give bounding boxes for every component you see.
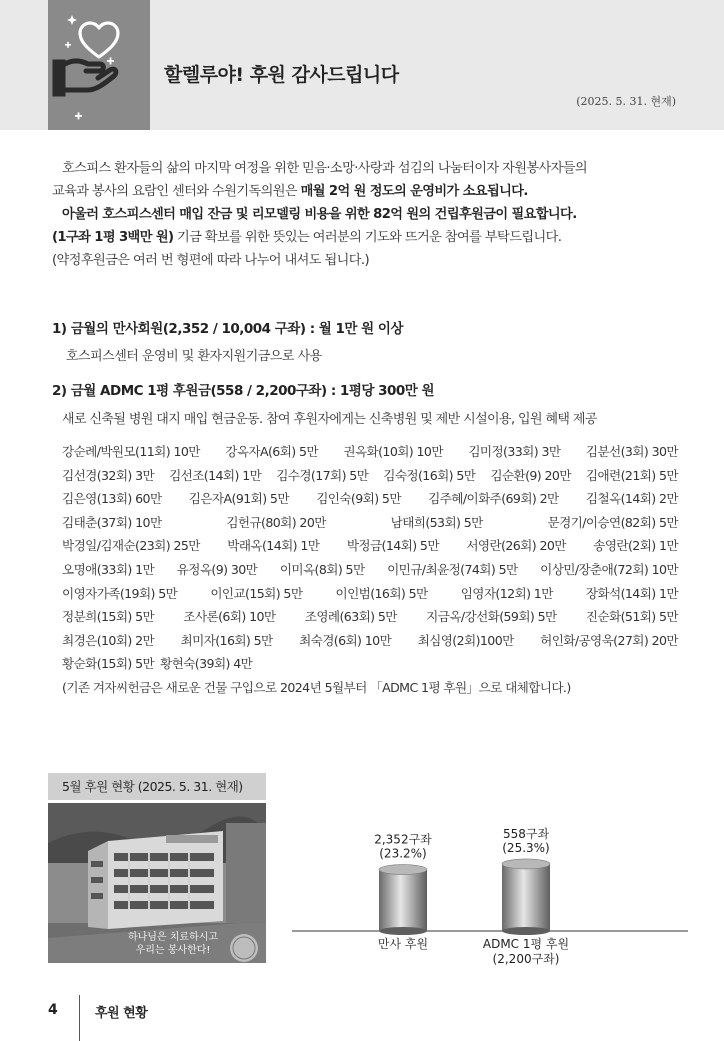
donor-entry: 박래옥(14회) 1만 [227, 538, 320, 554]
donor-entry: 허인화/공영욱(27회) 20만 [540, 632, 678, 648]
donor-entry: 김미정(33회) 3만 [468, 444, 561, 459]
chart-value-label: 558구좌 [502, 826, 550, 841]
donor-entry: 이상민/장춘애(72회) 10만 [540, 561, 678, 577]
chart-bar-base [379, 927, 427, 935]
donor-entry: 이인범(16회) 5만 [335, 585, 428, 601]
page-title: 할렐루야! 후원 감사드립니다 [164, 64, 399, 86]
section1-description: 호스피스센터 운영비 및 환자지원기금으로 사용 [66, 349, 322, 364]
donor-entry: 문경기/이승연(82회) 5만 [547, 514, 678, 530]
donor-entry: 강순례/박원모(11회) 10만 [62, 444, 200, 459]
donor-entry: 진순화(51회) 5만 [585, 609, 678, 625]
chart-category-label: 만사 후원 [377, 937, 429, 951]
intro-emphasis: 매월 2억 원 정도의 운영비가 소요됩니다. [300, 184, 528, 199]
donor-entry: 김인숙(9회) 5만 [316, 491, 401, 507]
donor-line [62, 534, 678, 558]
intro-line: (약정후원금은 여러 번 형편에 따라 나누어 내셔도 됩니다.) [52, 253, 370, 268]
donor-entry: 이미옥(8회) 5만 [279, 561, 365, 577]
photo-banner [118, 931, 228, 957]
donor-entry: 유정옥(9) 30만 [176, 561, 258, 577]
donor-entry: 김수경(17회) 5만 [276, 467, 369, 483]
donor-entry: 김숙정(16회) 5만 [383, 467, 476, 483]
donor-entry: 박정금(14회) 5만 [346, 538, 439, 554]
footer-section-label: 후원 현황 [95, 1006, 148, 1021]
donor-entry: 김은영(13회) 60만 [62, 491, 162, 507]
donor-list [62, 440, 678, 700]
donor-line [62, 464, 678, 488]
banner-line: 하나님은 치료하시고 [127, 932, 219, 943]
donor-entry: 김선경(32회) 3만 [62, 467, 155, 483]
donor-entry: 황현숙(39회) 4만 [160, 656, 253, 672]
donor-note: (기존 겨자씨헌금은 새로운 건물 구입으로 2024년 5월부터 「ADMC 1평 후원」으로 대체합니다.) [62, 679, 571, 695]
donor-entry: 이민규/최윤정(74회) 5만 [387, 561, 518, 577]
intro-text: 기금 확보를 위한 뜻있는 여러분의 기도와 뜨거운 참여를 부탁드립니다. [173, 230, 562, 245]
section2-title: 2) 금월 ADMC 1평 후원금(558 / 2,200구좌) : 1평당 300만 원 [52, 383, 435, 399]
header-icon-box [48, 0, 150, 130]
donor-entry: 장화석(14회) 1만 [585, 585, 678, 601]
section2-description: 새로 신축될 병원 대지 매입 현금운동. 참여 후원자에게는 신축병원 및 제반 시설이용, 입원 혜택 제공 [62, 412, 597, 427]
chart-bar [379, 870, 427, 931]
intro-paragraph [52, 157, 682, 272]
footer-divider [79, 995, 80, 1041]
page-number: 4 [48, 1002, 58, 1018]
donor-entry: 황순화(15회) 5만 [62, 656, 155, 672]
donor-entry: 최미자(16회) 5만 [180, 632, 273, 648]
donor-entry: 김순환(9) 20만 [490, 467, 571, 483]
donor-entry: 이영자가족(19회) 5만 [62, 585, 178, 601]
banner-line: 우리는 봉사한다! [135, 945, 211, 956]
donor-line [62, 440, 678, 464]
donor-entry: 서영란(26회) 20만 [466, 538, 566, 554]
chart-bar-top [379, 865, 427, 875]
chart-category-sublabel: (2,200구좌) [492, 952, 560, 966]
donor-entry: 권옥화(10회) 10만 [343, 444, 443, 459]
donor-line [62, 582, 678, 606]
donor-entry: 박경일/김재순(23회) 25만 [62, 538, 200, 554]
donor-entry: 조사론(6회) 10만 [183, 609, 276, 625]
donor-entry: 최심영(2회)100만 [417, 632, 514, 648]
donor-entry: 오명애(33회) 1만 [62, 561, 155, 577]
report-date: (2025. 5. 31. 현재) [576, 95, 676, 108]
donor-line [62, 558, 678, 582]
donor-entry: 송영란(2회) 1만 [593, 538, 678, 554]
intro-line [52, 226, 682, 249]
page-header [0, 0, 724, 130]
heart-hand-icon [48, 0, 150, 130]
donor-entry: 김분선(3회) 30만 [585, 444, 678, 459]
donor-line [62, 487, 678, 511]
donor-entry: 강옥자A(6회) 5만 [225, 444, 318, 459]
chart-bar [502, 864, 550, 931]
donor-entry: 남태희(53회) 5만 [390, 514, 483, 530]
donor-entry: 김헌규(80회) 20만 [226, 514, 326, 530]
photo-caption: 5월 후원 현황 (2025. 5. 31. 현재) [48, 773, 266, 800]
donor-entry: 정분희(15회) 5만 [62, 609, 155, 625]
intro-line: 아울러 호스피스센터 매입 잔금 및 리모델링 비용을 위한 82억 원의 건립후원금이 필요합니다. [62, 207, 577, 222]
donor-line [62, 511, 678, 535]
chart-category-label: ADMC 1평 후원 [482, 937, 570, 951]
donor-entry: 이인교(15회) 5만 [210, 585, 303, 601]
donor-entry: 최숙경(6회) 10만 [299, 632, 392, 648]
intro-text: 교육과 봉사의 요람인 센터와 수원기독의원은 [52, 184, 301, 199]
donor-entry: 김은자A(91회) 5만 [188, 491, 289, 507]
donor-entry: 임영자(12회) 1만 [460, 585, 553, 601]
donation-bar-chart [290, 800, 690, 980]
donor-entry: 김태춘(37회) 10만 [62, 514, 162, 530]
chart-value-label: 2,352구좌 [374, 832, 432, 847]
donor-line [62, 605, 678, 629]
chart-bar-top [502, 859, 550, 869]
intro-line: 호스피스 환자들의 삶의 마지막 여정을 위한 믿음·소망·사랑과 섬김의 나눔터이자 자원봉사자들의 [62, 161, 588, 176]
chart-percent-label: (23.2%) [379, 846, 427, 861]
donor-line [62, 652, 678, 676]
chart-bar-base [502, 927, 550, 935]
intro-emphasis: (1구좌 1평 3백만 원) [52, 230, 174, 245]
building-photo [48, 803, 266, 963]
donor-entry: 김철옥(14회) 2만 [585, 491, 678, 507]
donor-entry: 최경은(10회) 2만 [62, 632, 155, 648]
donor-line [62, 629, 678, 653]
chart-percent-label: (25.3%) [502, 840, 550, 855]
donor-entry: 김애련(21회) 5만 [585, 467, 678, 483]
donor-entry: 조영례(63회) 5만 [304, 609, 397, 625]
donor-entry: 지금옥/강선화(59회) 5만 [426, 609, 557, 625]
donor-entry: 김주혜/이화주(69회) 2만 [428, 491, 559, 507]
section1-title: 1) 금월의 만사회원(2,352 / 10,004 구좌) : 월 1만 원 이상 [52, 321, 403, 337]
donor-entry: 김선조(14회) 1만 [169, 467, 262, 483]
intro-line [52, 180, 682, 203]
